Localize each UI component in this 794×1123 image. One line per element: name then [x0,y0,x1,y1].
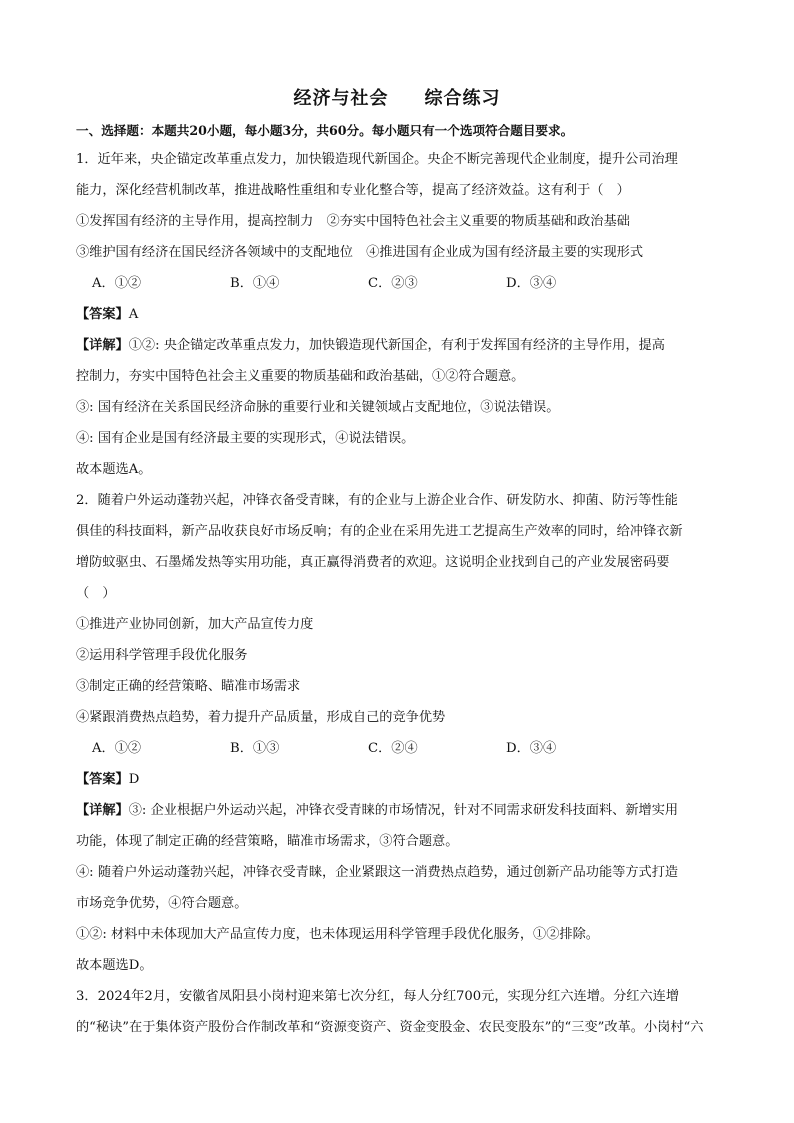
q1-stem-line-2: 能力，深化经营机制改革，推进战略性重组和专业化整合等，提高了经济效益。这有利于（ ） [76,183,630,198]
q1-item-line-2: ③维护国有经济在国民经济各领域中的支配地位 ④推进国有企业成为国有经济最主要的实现形式 [76,245,644,260]
q1-answer [76,305,718,325]
q1-answer-value: A [128,307,139,322]
q2-item-2: ②运用科学管理手段优化服务 [76,648,248,663]
title-right: 综合练习 [424,88,501,109]
q2-conclusion: 故本题选D。 [76,958,153,973]
q2-options [92,739,734,759]
q1-option-a: A．①② [92,276,142,291]
q2-option-d: D．③④ [506,741,557,756]
q1-item-line-1: ①发挥国有经济的主导作用，提高控制力 ②夯实中国特色社会主义重要的物质基础和政治基础 [76,214,630,229]
q1-detail-line-1 [76,336,718,356]
q2-item-4: ④紧跟消费热点趋势，着力提升产品质量，形成自己的竞争优势 [76,710,446,725]
q1-options [92,274,734,294]
q1-detail-tag: 【详解】 [76,338,129,353]
q1-detail-text-1: ①②: 央企锚定改革重点发力，加快锻造现代新国企，有利于发挥国有经济的主导作用，提高 [128,338,665,353]
q1-option-c: C．②③ [368,276,418,291]
q3-stem-line-1: 3．2024年2月，安徽省凤阳县小岗村迎来第七次分红，每人分红700元，实现分红六连增。分红六连增 [76,989,680,1004]
q2-stem-line-2: 俱佳的科技面料，新产品收获良好市场反响；有的企业在采用先进工艺提高生产效率的同时，给冲锋衣新 [76,524,683,539]
q2-detail-line-3: ④: 随着户外运动蓬勃兴起，冲锋衣受青睐，企业紧跟这一消费热点趋势，通过创新产品功能等方式打造 [76,865,679,880]
q2-detail-line-5: ①②: 材料中未体现加大产品宣传力度，也未体现运用科学管理手段优化服务，①②排除。 [76,927,599,942]
q2-answer [76,770,718,790]
q2-option-c: C．②④ [368,741,418,756]
q1-detail-line-2: 控制力，夯实中国特色社会主义重要的物质基础和政治基础，①②符合题意。 [76,369,525,384]
q3-stem-line-2: 的“秘诀”在于集体资产股份合作制改革和“资源变资产、资金变股金、农民变股东”的“三变”改革。小岗村“六 [76,1020,704,1035]
q2-item-3: ③制定正确的经营策略、瞄准市场需求 [76,679,301,694]
q1-answer-tag: 【答案】 [76,307,129,322]
q2-item-1: ①推进产业协同创新，加大产品宣传力度 [76,617,314,632]
q1-option-d: D．③④ [506,276,557,291]
q2-detail-text-1: ③: 企业根据户外运动兴起，冲锋衣受青睐的市场情况，针对不同需求研发科技面料、新增实用 [128,803,679,818]
q1-detail-line-3: ③: 国有经济在关系国民经济命脉的重要行业和关键领域占支配地位，③说法错误。 [76,400,560,415]
q2-stem-line-4: （ ） [76,586,116,601]
q2-answer-tag: 【答案】 [76,772,129,787]
q2-option-a: A．①② [92,741,142,756]
q1-option-b: B．①④ [230,276,280,291]
q2-answer-value: D [128,772,140,787]
page-title [0,84,794,110]
q2-option-b: B．①③ [230,741,280,756]
q2-detail-line-2: 功能，体现了制定正确的经营策略，瞄准市场需求，③符合题意。 [76,834,459,849]
q2-detail-line-4: 市场竞争优势，④符合题意。 [76,896,248,911]
q2-detail-line-1 [76,801,718,821]
q1-detail-line-4: ④: 国有企业是国有经济最主要的实现形式，④说法错误。 [76,431,415,446]
q1-stem-line-1: 1．近年来，央企锚定改革重点发力，加快锻造现代新国企。央企不断完善现代企业制度，提升公司治理 [76,152,678,167]
q2-stem-line-1: 2．随着户外运动蓬勃兴起，冲锋衣备受青睐，有的企业与上游企业合作、研发防水、抑菌、防污等性能 [76,493,678,508]
q2-detail-tag: 【详解】 [76,803,129,818]
title-left: 经济与社会 [293,88,389,109]
q2-stem-line-3: 增防蚊驱虫、石墨烯发热等实用功能，真正赢得消费者的欢迎。这说明企业找到自己的产业发展密码要 [76,555,670,570]
section-heading: 一、选择题：本题共20小题，每小题3分，共60分。每小题只有一个选项符合题目要求。 [76,123,574,138]
q1-conclusion: 故本题选A。 [76,462,152,477]
